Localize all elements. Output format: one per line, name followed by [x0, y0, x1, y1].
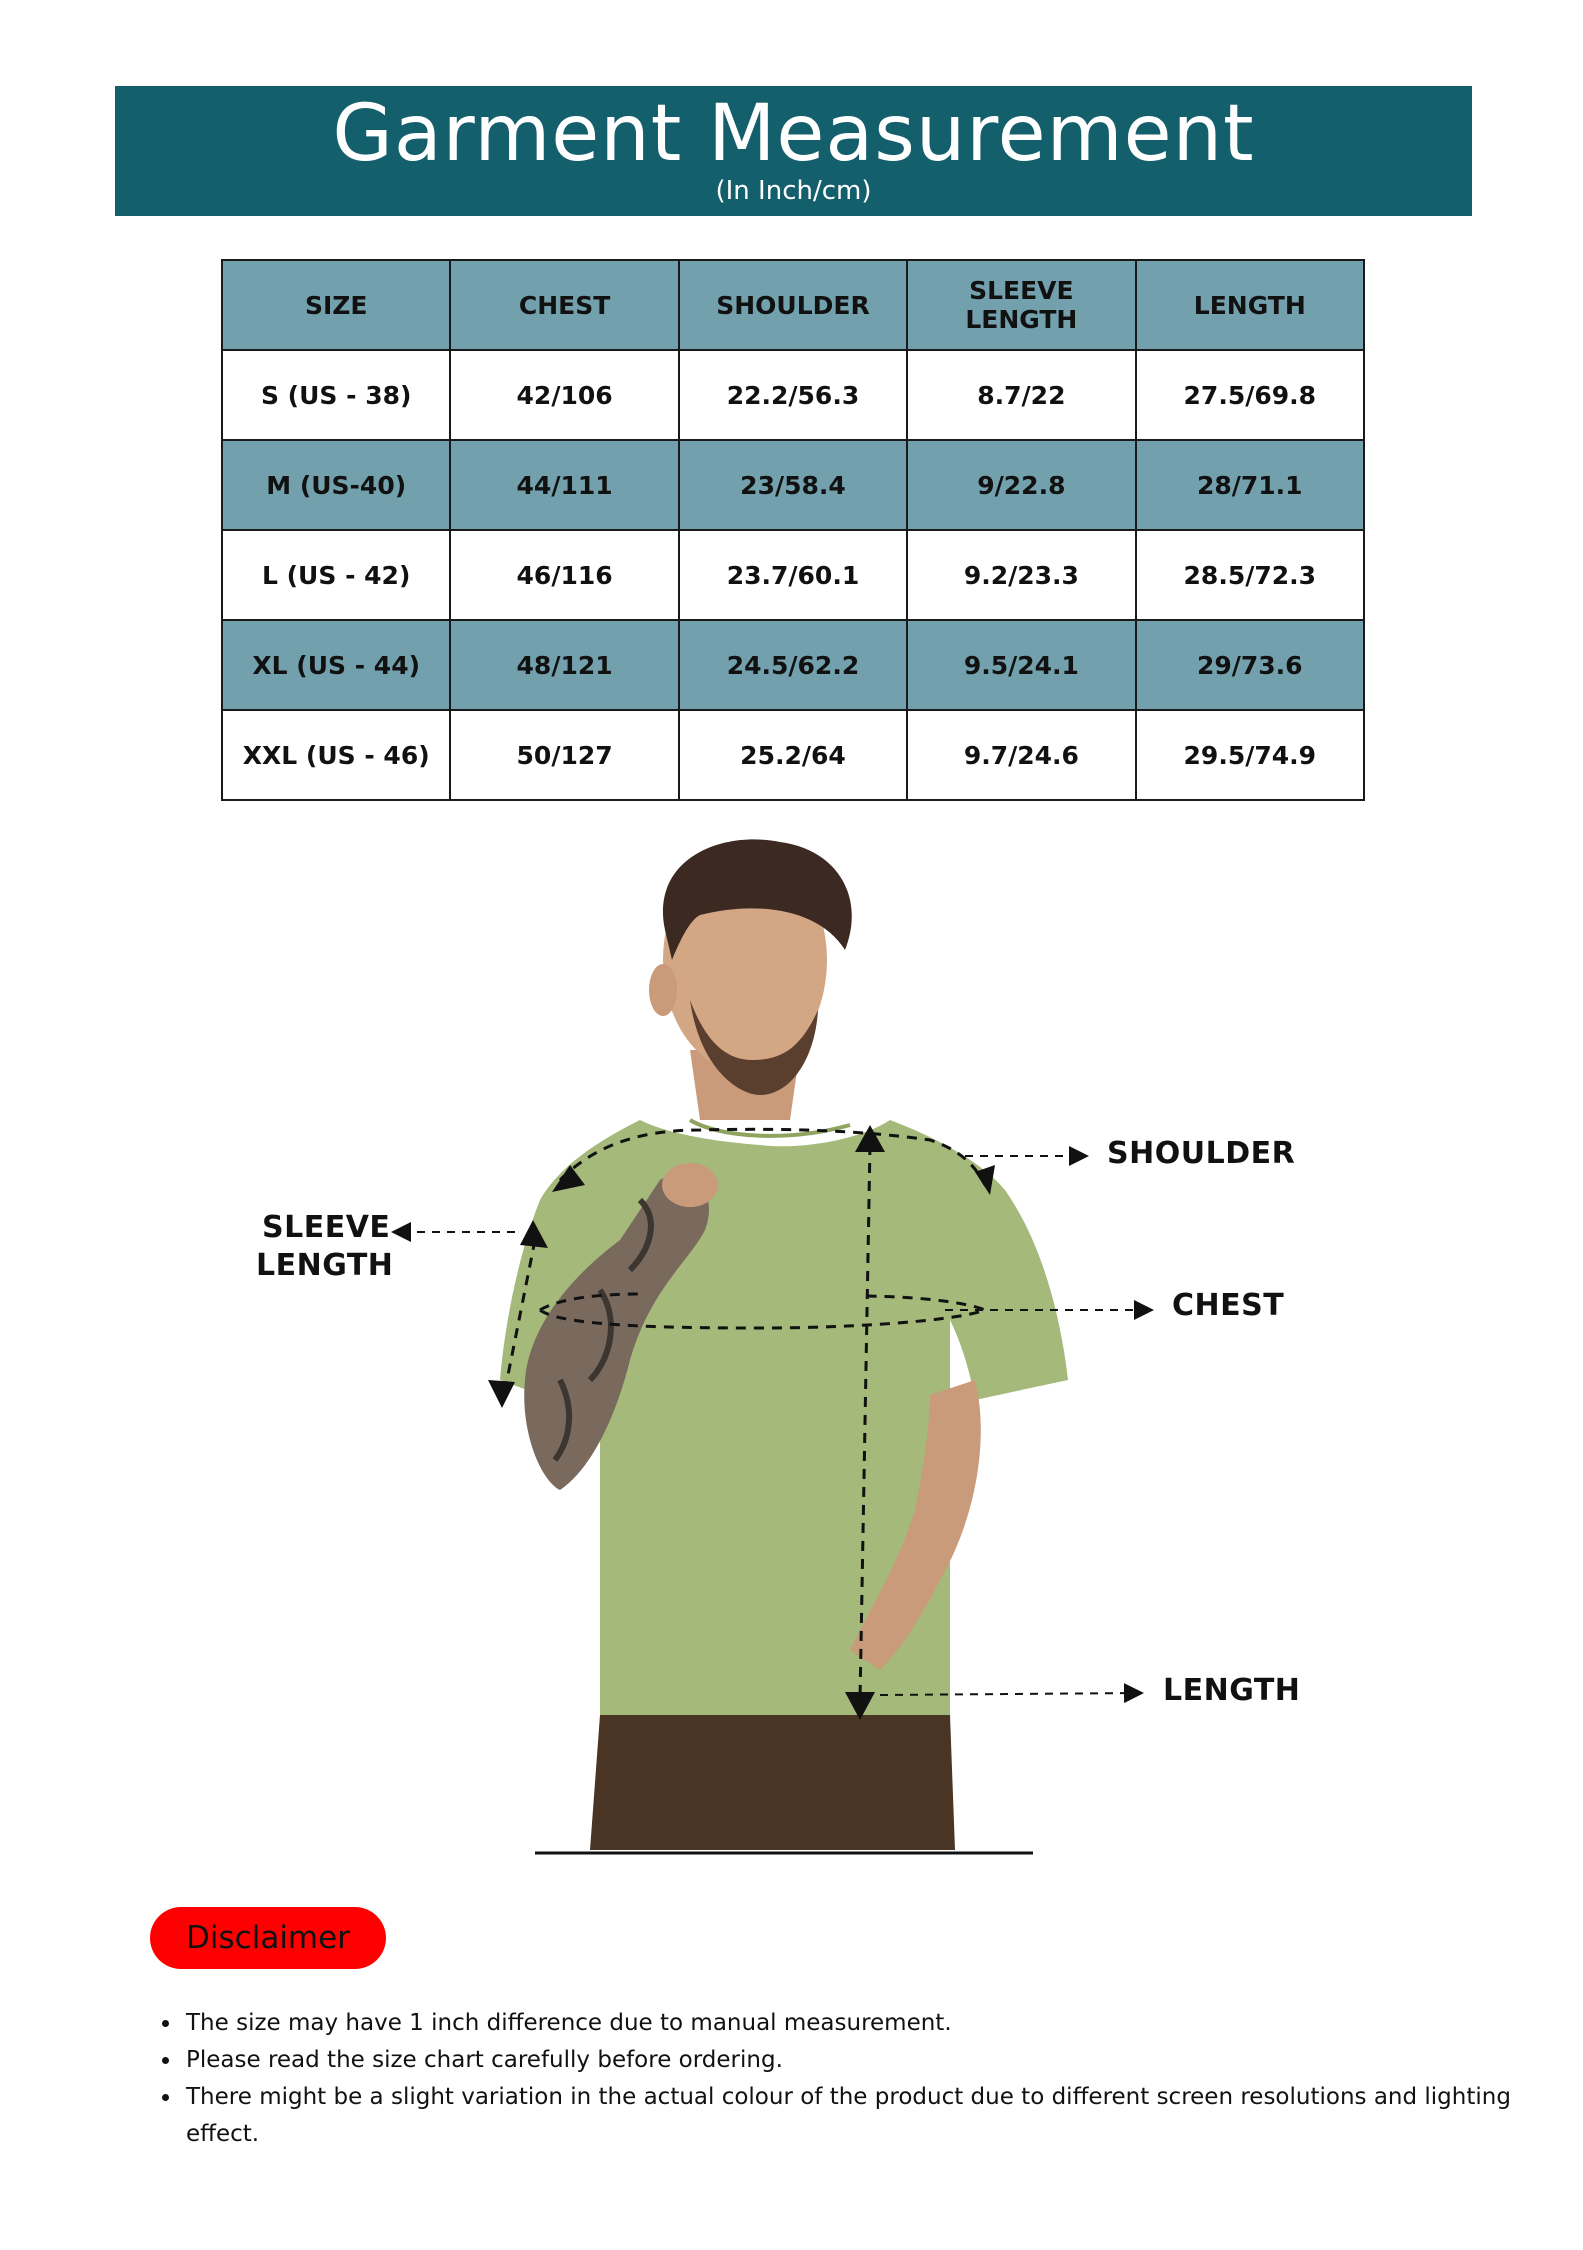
- model-measurement-figure: [0, 820, 1583, 1870]
- table-cell: 9.5/24.1: [907, 620, 1135, 710]
- table-cell: M (US-40): [222, 440, 450, 530]
- disclaimer-badge: Disclaimer: [150, 1907, 386, 1969]
- model-illustration: [0, 820, 1583, 1870]
- table-cell: 23.7/60.1: [679, 530, 907, 620]
- table-cell: 9.2/23.3: [907, 530, 1135, 620]
- table-row: [222, 350, 1364, 440]
- column-header: LENGTH: [1136, 260, 1364, 350]
- table-cell: 9/22.8: [907, 440, 1135, 530]
- table-cell: 46/116: [450, 530, 678, 620]
- table-cell: 42/106: [450, 350, 678, 440]
- column-header: CHEST: [450, 260, 678, 350]
- model-pants: [590, 1715, 955, 1850]
- table-row: [222, 440, 1364, 530]
- table-cell: 23/58.4: [679, 440, 907, 530]
- sleeve-arrow-bottom: [488, 1380, 515, 1408]
- table-cell: XXL (US - 46): [222, 710, 450, 800]
- chest-label: CHEST: [1172, 1288, 1285, 1323]
- table-cell: 27.5/69.8: [1136, 350, 1364, 440]
- shoulder-label: SHOULDER: [1107, 1136, 1296, 1171]
- table-cell: L (US - 42): [222, 530, 450, 620]
- size-chart-table: [221, 259, 1365, 801]
- length-label: LENGTH: [1163, 1673, 1301, 1708]
- model-head: [649, 839, 852, 1120]
- table-cell: 29/73.6: [1136, 620, 1364, 710]
- sleeve-label-line2: LENGTH: [256, 1248, 394, 1283]
- column-header: SLEEVE LENGTH: [907, 260, 1135, 350]
- sleeve-label-line1: SLEEVE: [262, 1210, 391, 1245]
- table-cell: 48/121: [450, 620, 678, 710]
- list-item: • Please read the size chart carefully before ordering.: [182, 2042, 1562, 2079]
- table-cell: 25.2/64: [679, 710, 907, 800]
- table-cell: 29.5/74.9: [1136, 710, 1364, 800]
- list-item: • The size may have 1 inch difference due to manual measurement.: [182, 2005, 1562, 2042]
- page-subtitle: (In Inch/cm): [715, 176, 872, 206]
- table-row: [222, 620, 1364, 710]
- table-cell: S (US - 38): [222, 350, 450, 440]
- table-cell: 28.5/72.3: [1136, 530, 1364, 620]
- table-cell: 28/71.1: [1136, 440, 1364, 530]
- table-cell: XL (US - 44): [222, 620, 450, 710]
- table-cell: 50/127: [450, 710, 678, 800]
- table-cell: 9.7/24.6: [907, 710, 1135, 800]
- table-cell: 8.7/22: [907, 350, 1135, 440]
- table-header-row: [222, 260, 1364, 350]
- page-title: Garment Measurement: [332, 89, 1255, 179]
- list-item: • There might be a slight variation in the actual colour of the product due to different screen resolutions and lighting effect.: [182, 2079, 1562, 2153]
- table-cell: 44/111: [450, 440, 678, 530]
- column-header: SIZE: [222, 260, 450, 350]
- column-header: SHOULDER: [679, 260, 907, 350]
- disclaimer-notes: [150, 2005, 1562, 2153]
- table-cell: 24.5/62.2: [679, 620, 907, 710]
- table-row: [222, 710, 1364, 800]
- table-row: [222, 530, 1364, 620]
- header-banner: [115, 86, 1472, 216]
- table-cell: 22.2/56.3: [679, 350, 907, 440]
